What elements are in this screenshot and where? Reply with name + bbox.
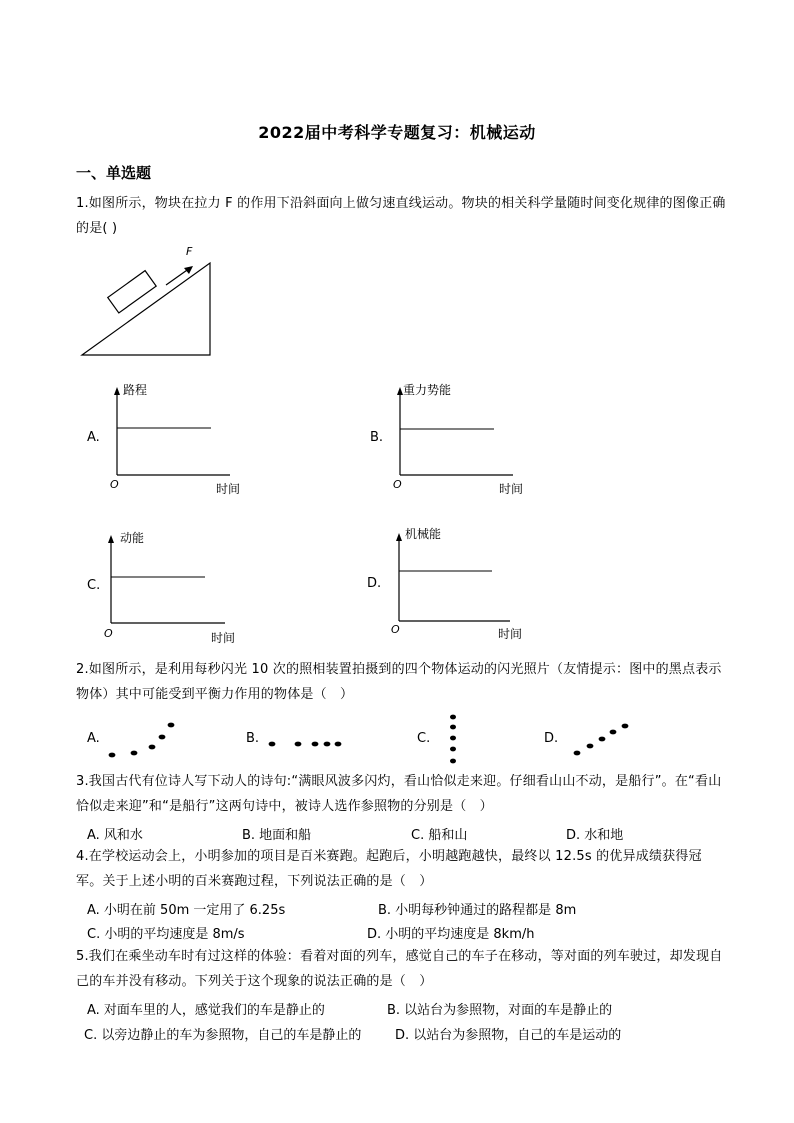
page-title: 2022届中考科学专题复习：机械运动 [258,123,536,142]
graph-c-ylabel: 动能 [120,531,145,545]
graph-d-y-arrow [396,533,402,541]
graph-b-xlabel: 时间 [499,482,524,496]
graph-a [100,378,250,498]
q5-option-a: A. 对面车里的人，感觉我们的车是静止的 [87,1003,325,1018]
graph-a-origin: O [110,478,119,491]
q4-option-c: C. 小明的平均速度是 8m/s [87,927,245,942]
graph-a-ylabel: 路程 [123,383,148,397]
q2-option-a-label: A. [87,731,100,746]
force-label: F [186,245,193,258]
question-2-text: 2.如图所示，是利用每秒闪光 10 次的照相装置拍摄到的四个物体运动的闪光照片（友情提示：图中的黑点表示物体）其中可能受到平衡力作用的物体是（ ） [76,662,722,702]
force-arrow-head [184,266,193,274]
q4-option-b: B. 小明每秒钟通过的路程都是 8m [378,903,577,918]
question-4-text: 4.在学校运动会上，小明参加的项目是百米赛跑。起跑后，小明越跑越快，最终以 12.5s 的优异成绩获得冠军。关于上述小明的百米赛跑过程，下列说法正确的是（ ） [76,849,702,889]
q2-option-b-label: B. [246,731,260,746]
graph-c-xlabel: 时间 [211,631,236,645]
incline-diagram [78,242,218,360]
q2-option-d-label: D. [544,731,559,746]
q3-option-d: D. 水和地 [566,828,624,843]
graph-d-xlabel: 时间 [498,627,523,641]
graph-d-ylabel: 机械能 [405,527,442,541]
graph-a-xlabel: 时间 [216,482,241,496]
q3-option-b: B. 地面和船 [242,828,312,843]
q1-option-b-label: B. [370,430,384,445]
graph-c-y-arrow [108,535,114,543]
question-1-text: 1.如图所示，物块在拉力 F 的作用下沿斜面向上做匀速直线运动。物块的相关科学量随时间变化规律的图像正确的是( ) [76,196,726,236]
q5-option-d: D. 以站台为参照物，自己的车是运动的 [395,1028,622,1043]
graph-b-origin: O [393,478,402,491]
q1-option-d-label: D. [367,576,382,591]
q5-option-b: B. 以站台为参照物，对面的车是静止的 [387,1003,613,1018]
graph-c [94,524,244,646]
q5-option-c: C. 以旁边静止的车为参照物，自己的车是静止的 [84,1028,362,1043]
q2-photo-b [262,734,348,754]
q2-photo-c [443,711,463,767]
section-heading: 一、单选题 [76,164,152,182]
q3-option-a: A. 风和水 [87,828,143,843]
graph-a-y-arrow [114,387,120,395]
graph-d-origin: O [391,623,400,636]
graph-b-ylabel: 重力势能 [403,383,452,397]
graph-d [382,522,532,644]
q3-option-c: C. 船和山 [411,828,468,843]
q2-option-c-label: C. [417,731,431,746]
question-5-text: 5.我们在乘坐动车时有过这样的体验：看着对面的列车，感觉自己的车子在移动，等对面的列车驶过，却发现自己的车并没有移动。下列关于这个现象的说法正确的是（ ） [76,949,723,989]
q1-option-a-label: A. [87,430,100,445]
question-3-text: 3.我国古代有位诗人写下动人的诗句:“满眼风波多闪灼，看山恰似走来迎。仔细看山山不动，是船行”。在“看山恰似走来迎”和“是船行”这两句诗中，被诗人选作参照物的分别是（ ） [76,774,722,814]
graph-c-origin: O [104,627,113,640]
q4-option-d: D. 小明的平均速度是 8km/h [367,927,535,942]
q1-option-c-label: C. [87,578,101,593]
graph-b [383,378,533,498]
q2-photo-a [104,718,182,760]
q2-photo-d [568,718,638,758]
q4-option-a: A. 小明在前 50m 一定用了 6.25s [87,903,286,918]
